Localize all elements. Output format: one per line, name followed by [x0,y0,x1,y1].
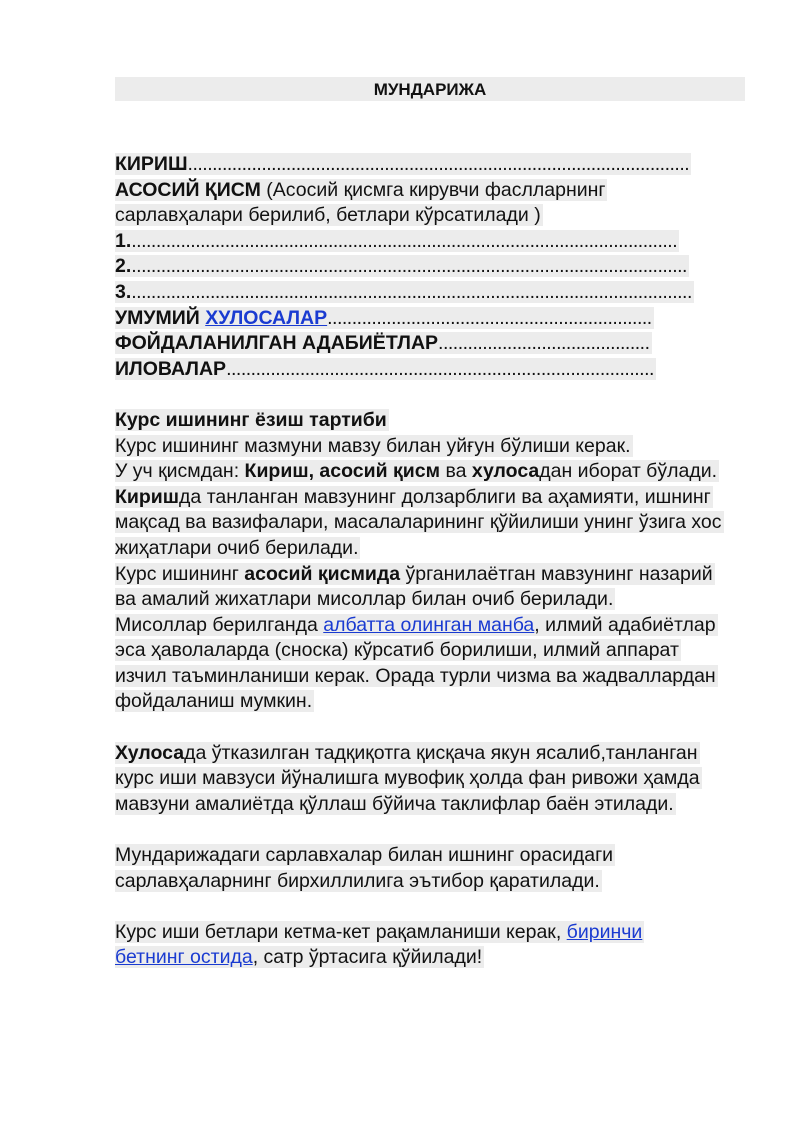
rules-p2-a: У уч қисмдан: [115,460,245,483]
toc-entry-foydalanilgan [115,331,765,357]
rules-p5-b: , илмий адабиётлар [534,613,716,636]
rules-p3-a: да танланган мавзунинг долзарблиги ва аҳамияти, ишнинг [179,485,711,508]
toc-entry-3 [115,280,765,306]
toc-asosiy-note-cont: сарлавҳалари берилиб, бетлари кўрсатилади ) [115,204,541,227]
rules-p6-line3 [115,792,765,818]
rules-p5-line2 [115,638,765,664]
rules-p6-b: курс иши мавзуси йўналишга мувофиқ ҳолда фан ривожи ҳамда [115,767,700,790]
spacer [115,715,765,741]
rules-p3-line2 [115,510,765,536]
rules-heading-line [115,408,765,434]
toc-asosiy-note: (Асосий қисмга кирувчи фаслларнинг [260,178,606,201]
toc-entry-kirish [115,152,765,178]
toc-leader-dots: .................................................................................................................. [131,280,692,303]
rules-p1 [115,434,765,460]
rules-p2-b: Кириш, асосий қисм [244,460,441,483]
page-title: МУНДАРИЖА [115,77,745,101]
xulosalar-link[interactable]: ХУЛОСАЛАР [205,306,328,329]
rules-p7-b: сарлавҳаларнинг бирхиллилига эътибор қаратилади. [115,869,600,892]
toc-leader-dots: ............................................................................................................... [131,229,678,252]
rules-p4-a: Курс ишининг [115,562,245,585]
rules-p6-a: да ўтказилган тадқиқотга қисқача якун ясалиб,танланган [184,741,698,764]
toc-foydalanilgan-label: ФОЙДАЛАНИЛГАН АДАБИЁТЛАР [115,332,439,355]
rules-p3-line1 [115,485,765,511]
toc-item-number: 3. [115,280,132,303]
rules-p6-c: мавзуни амалиётда қўллаш бўйича таклифлар баён этилади. [115,792,674,815]
rules-p5-line4 [115,689,765,715]
rules-p8-line1 [115,920,765,946]
toc-item-number: 1. [115,229,132,252]
rules-p5-e: фойдаланиш мумкин. [115,690,313,713]
rules-p6-line2 [115,766,765,792]
rules-p8-b: , сатр ўртасига қўйилади! [252,946,483,969]
toc-entry-umumiy [115,306,765,332]
rules-p7-line1 [115,843,765,869]
toc-item-number: 2. [115,255,132,278]
rules-p5-line1 [115,613,765,639]
spacer [115,894,765,920]
rules-heading: Курс ишининг ёзиш тартиби [115,408,387,431]
rules-p4-bold: асосий қисмида [244,562,401,585]
rules-p1-text: Курс ишининг мазмуни мавзу билан уйғун бўлиши керак. [115,434,631,457]
toc-leader-dots: ................................................................................................................. [131,255,687,278]
toc-entry-ilovalar [115,357,765,383]
first-page-link[interactable]: биринчи [566,920,643,943]
toc-asosiy-label: АСОСИЙ ҚИСМ [115,178,261,201]
spacer [115,382,765,408]
rules-p2-c: ва [440,460,472,483]
document-body [115,152,765,971]
rules-p4-c: ва амалий жихатлари мисоллар билан очиб берилади. [115,588,614,611]
rules-p4-line2 [115,587,765,613]
toc-asosiy-note-line [115,203,765,229]
rules-p2-d: хулоса [471,460,540,483]
spacer [115,817,765,843]
rules-p4-line1 [115,562,765,588]
toc-entry-asosiy [115,178,765,204]
rules-p3-c: жиҳатлари очиб берилади. [115,536,359,559]
rules-p2 [115,459,765,485]
rules-p5-c: эса ҳаволаларда (сноска) кўрсатиб борилиши, илмий аппарат [115,639,679,662]
rules-p8-a: Курс иши бетлари кетма-кет рақамланиши керак, [115,920,567,943]
source-link[interactable]: албатта олинган манба [323,613,535,636]
page-bottom-link[interactable]: бетнинг остида [115,946,253,969]
toc-leader-dots: ....................................................................................... [226,357,654,380]
rules-p2-e: дан иборат бўлади. [539,460,718,483]
toc-leader-dots: ...................................................................................................... [187,153,690,175]
rules-p7-a: Мундарижадаги сарлавхалар билан ишнинг орасидаги [115,844,614,867]
rules-p8-line2 [115,945,765,971]
rules-p5-d: изчил таъминланиши керак. Орада турли чизма ва жадваллардан [115,664,716,687]
toc-kirish-label: КИРИШ [115,153,188,175]
rules-p7-line2 [115,869,765,895]
toc-leader-dots: .................................................................. [327,306,652,329]
rules-p5-line3 [115,664,765,690]
rules-p6-bold: Хулоса [115,741,185,764]
rules-p4-b: ўрганилаётган мавзунинг назарий [400,562,713,585]
toc-entry-1 [115,229,765,255]
rules-p3-bold: Кириш [115,485,180,508]
rules-p3-b: мақсад ва вазифалари, масалаларининг қўйилиши унинг ўзига хос [115,511,722,534]
rules-p6-line1 [115,741,765,767]
toc-ilovalar-label: ИЛОВАЛАР [115,357,227,380]
rules-p5-a: Мисоллар берилганда [115,613,324,636]
toc-umumiy-label: УМУМИЙ [115,306,206,329]
rules-p3-line3 [115,536,765,562]
toc-entry-2 [115,254,765,280]
toc-leader-dots: ........................................... [438,332,650,355]
